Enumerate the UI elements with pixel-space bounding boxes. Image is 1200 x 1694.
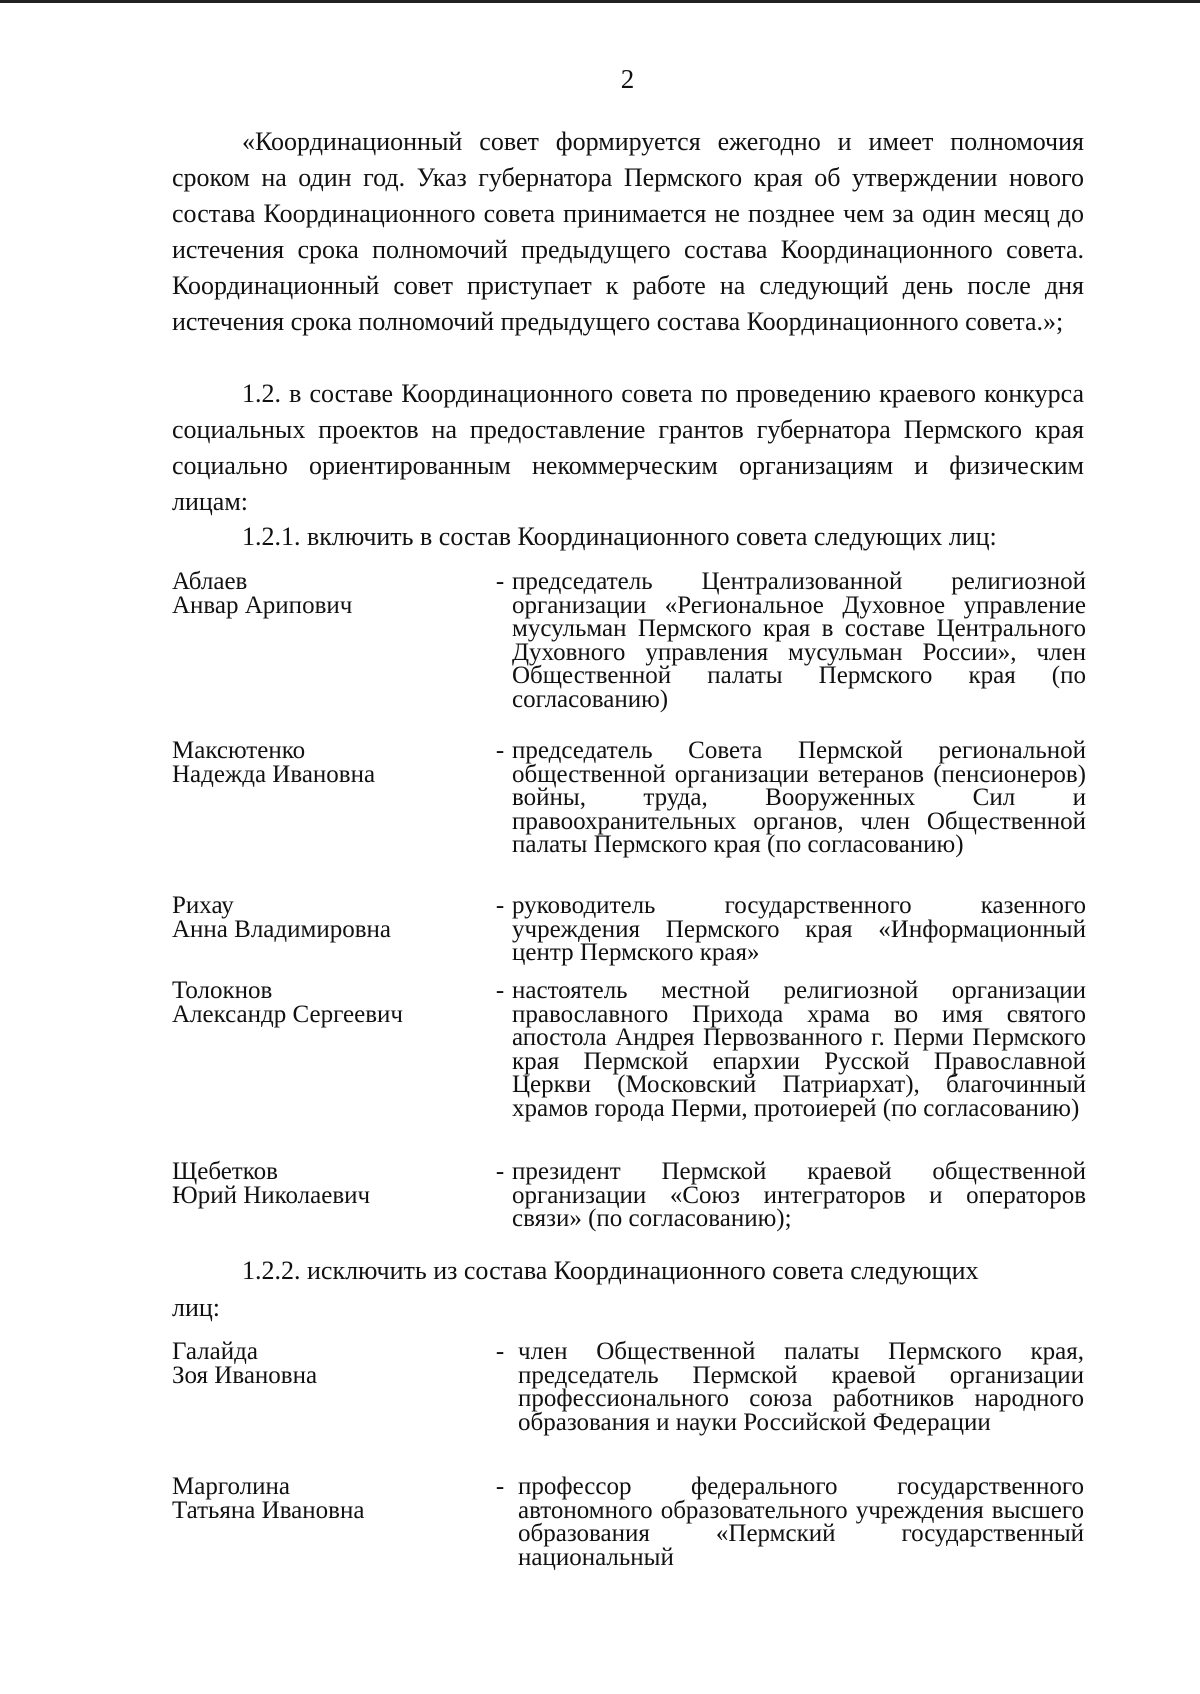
paragraph-1-2-2 <box>172 1253 1084 1289</box>
member-surname: Щебетков <box>172 1158 278 1185</box>
member-name <box>172 979 492 1026</box>
dash-separator: - <box>495 737 505 764</box>
member-role: настоятель местной религиозной организации православного Прихода храма во имя святого апостола Андрея Первозванного г. Перми Пермского края Пермской епархии Русской Православной Церкви (Московский Патриархат), благочинный храмов города Перми, протоиерей (по согласованию) <box>512 977 1086 1122</box>
member-name <box>172 1340 492 1387</box>
member-surname: Марголина <box>172 1473 290 1500</box>
member-given-name: Зоя Ивановна <box>172 1361 318 1389</box>
member-role: профессор федерального государственного автономного образовательного учреждения высшего образования «Пермский государственный национальный <box>518 1473 1084 1571</box>
paragraph-text: 1.2.1. включить в состав Координационного совета следующих лиц: <box>242 522 997 551</box>
dash-separator: - <box>495 568 505 595</box>
paragraph-council-term <box>172 124 1084 340</box>
paragraph-text: 1.2. в составе Координационного совета по проведению краевого конкурса социальных проектов на предоставление грантов губернатора Пермского края социально ориентированным некоммерческим организациям и физическим лицам: <box>172 379 1084 516</box>
paragraph-1-2-1 <box>172 519 1084 555</box>
member-surname: Аблаев <box>172 568 248 595</box>
member-role: президент Пермской краевой общественной организации «Союз интеграторов и операторов связи» (по согласованию); <box>512 1158 1086 1233</box>
paragraph-text: «Координационный совет формируется ежегодно и имеет полномочия сроком на один год. Указ губернатора Пермского края об утверждении нового состава Координационного совета принимается не позднее чем за один месяц до истечения срока полномочий предыдущего состава Координационного совета. Координационный совет приступает к работе на следующий день после дня истечения срока полномочий предыдущего состава Координационного совета.»; <box>172 127 1084 336</box>
paragraph-text: 1.2.2. исключить из состава Координационного совета следующих <box>242 1256 979 1285</box>
member-surname: Галайда <box>172 1338 258 1365</box>
member-surname: Максютенко <box>172 737 306 764</box>
paragraph-1-2 <box>172 376 1084 520</box>
member-given-name: Татьяна Ивановна <box>172 1496 365 1524</box>
member-given-name: Александр Сергеевич <box>172 1000 403 1028</box>
member-name <box>172 1160 492 1207</box>
page-number: 2 <box>620 64 635 94</box>
member-given-name: Анвар Арипович <box>172 591 353 619</box>
dash-separator: - <box>495 1473 505 1500</box>
member-given-name: Надежда Ивановна <box>172 760 376 788</box>
member-surname: Толокнов <box>172 977 273 1004</box>
scan-top-edge <box>0 0 1200 3</box>
member-role: председатель Централизованной религиозной организации «Региональное Духовное управление мусульман Пермского края в составе Центрального Духовного управления мусульман России», член Общественной палаты Пермского края (по согласованию) <box>512 568 1086 713</box>
dash-separator: - <box>495 977 505 1004</box>
member-role: председатель Совета Пермской региональной общественной организации ветеранов (пенсионеров) войны, труда, Вооруженных Сил и правоохранительных органов, член Общественной палаты Пермского края (по согласованию) <box>512 737 1086 859</box>
member-given-name: Анна Владимировна <box>172 915 391 943</box>
member-name <box>172 739 492 786</box>
member-given-name: Юрий Николаевич <box>172 1181 371 1209</box>
member-role: руководитель государственного казенного учреждения Пермского края «Информационный центр Пермского края» <box>512 892 1086 967</box>
paragraph-text: лиц: <box>172 1293 221 1322</box>
member-name <box>172 894 492 941</box>
member-role: член Общественной палаты Пермского края, председатель Пермской краевой организации профессионального союза работников народного образования и науки Российской Федерации <box>518 1338 1084 1436</box>
member-surname: Рихау <box>172 892 234 919</box>
dash-separator: - <box>495 1338 505 1365</box>
member-name <box>172 1475 492 1522</box>
dash-separator: - <box>495 1158 505 1185</box>
member-name <box>172 570 492 617</box>
paragraph-continuation <box>172 1290 1084 1326</box>
dash-separator: - <box>495 892 505 919</box>
